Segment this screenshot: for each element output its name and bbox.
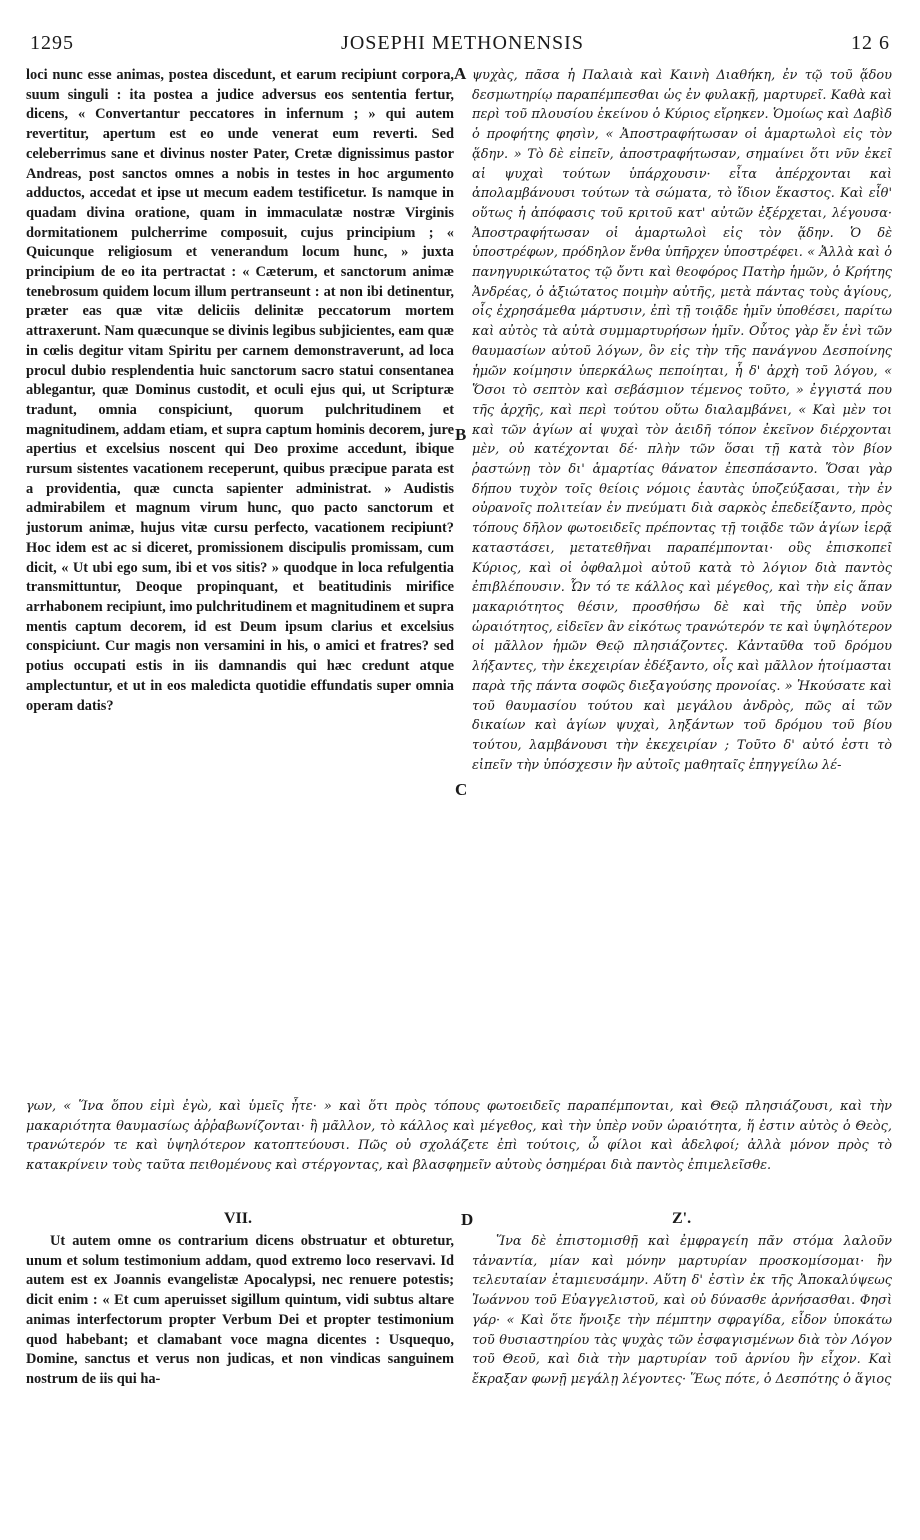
margin-letter-c: C bbox=[455, 780, 468, 799]
column-number: 12 6 bbox=[851, 32, 890, 54]
latin-column-top bbox=[26, 66, 454, 1096]
section-heading-latin: VII. bbox=[224, 1210, 253, 1227]
latin-column-bottom bbox=[26, 1232, 454, 1522]
greek-full-width-block bbox=[26, 1097, 892, 1205]
margin-letter-d: D bbox=[461, 1210, 474, 1229]
margin-letter-a: A bbox=[454, 64, 467, 83]
latin-paragraph: loci nunc esse animas, postea discedunt, et earum recipiunt corpora, suum singuli : ita postea a judice adversus eos sententia fertur, dicens, « Convertantur peccatores in infernum ; » qui autem revertitur, apertum est eo unde venerat eum reverti. Sed celeberrimus sane et divinus noster Pater, Cretæ dignissimus pastor Andreas, post sanctos omnes a nobis in testes in hoc argumento adductos, accedat et ipse ut mecum eadem testificetur. Is namque in quadam divina oratione, quam in immaculatæ nostræ Virginis dormitationem pulcherrime composuit, cujus principium ; « Quicunque religiosum et venerandum locum hunc, » juxta principium de eo ita pertractat : « Cæterum, et sanctorum animæ tenebrosum quidem locum illum pertranseunt : at non ibi detinentur, præter eas quæ vitæ deliciis delinitæ peccatorum mortem attraxerunt. Nam quæcunque se divinis legibus subjicientes, eam quæ in cœlis degitur vitam Spiritu per carnem demonstraverunt, ad loca procul dubio resplendentia huic sanctorum sacro statui consentanea ablegantur, quæ Dominus custodit, et oculi ejus qui, ut Scripturæ tradunt, omnia conspiciunt, quorum pulchritudinem et magnitudinem, addam etiam, et supra captum hominis decorem, jure apertius et excelsius noscent qui Deo proxime accedunt, ibique rursum sistentes vacationem receperunt, quibus præcipue parata est a providentia, quæ cuncta sapienter administrat. » Audistis admirabilem et magnum virum hunc, quo pacto sanctorum et justorum animæ, hujus vitæ cursu perfecto, vacationem recipiunt? Hoc idem est ac si diceret, promissionem discipulis promissam, cum dicit, « Ut ubi ego sum, ibi et vos sitis? » quodque in loca refulgentia transmittuntur, Deoque propinquant, et beatitudinis mirifice arrhabonem recipiunt, imo pulchritudinem et magnitudinem et supra mentis captum decorem, id est Deum ipsum clarius et excelsius conspiciunt. Cur magis non versamini in his, o amici et fratres? sed potius occupati estis in iis damnandis qui hæc credunt atque amplectuntur, et ut in eos maledicta quotidie effundatis super omnia operam datis? bbox=[26, 67, 454, 714]
greek-paragraph: ψυχὰς, πᾶσα ἡ Παλαιὰ καὶ Καινὴ Διαθήκη, ἐν τῷ τοῦ ᾅδου δεσμωτηρίῳ παραπέμπεσθαι ὡς ἐν φυλακῇ, μαρτυρεῖ. Καθὰ καὶ περὶ τοῦ πλουσίου ἐκείνου ὁ Κύριος εἴρηκεν. Ὁμοίως καὶ Δαβὶδ ὁ προφήτης φησὶν, « Ἀποστραφήτωσαν οἱ ἁμαρτωλοὶ εἰς τὸν ᾅδην. » Τὸ δὲ εἰπεῖν, ἀποστραφήτωσαν, σημαίνει ὅτι νῦν ἐκεῖ αἱ ψυχαὶ τούτων ὑπάρχουσιν· εἶτα ἀπέρχονται καὶ ἀπολαμβάνουσι τούτων τὰ σώματα, τὸ ἴδιον ἕκαστος. Καὶ εἶθ' οὕτως ἡ ἀπόφασις τοῦ κριτοῦ κατ' αὐτῶν ἐξέρχεται, λέγουσα· Ἀποστραφήτωσαν οἱ ἁμαρτωλοὶ εἰς τὸν ᾅδην. Ὁ δὲ ὑποστρέφων, πρόδηλον ἔνθα ὑπῆρχεν ὑποστρέφει. « Ἀλλὰ καὶ ὁ πανηγυρικώτατος τῷ ὄντι καὶ θεοφόρος Πατὴρ ἡμῶν, ὁ Κρήτης Ἀνδρέας, ὁ ἀξιώτατος ποιμὴν αὐτῆς, μετὰ πάντας τοὺς ἁγίους, οἷς ἐχρησάμεθα μάρτυσιν, ἐπὶ τῇ τοιᾷδε ἡμῖν ὑποθέσει, παρίτω καὶ αὐτὸς τὰ αὐτὰ συμμαρτυρήσων ἡμῖν. Οὗτος γὰρ ἔν ἑνὶ τῶν θαυμασίων αὐτοῦ λόγων, ὃν εἰς τὴν τῆς πανάγνου Δεσποίνης ἡμῶν κοίμησιν ὑπερκάλως πεποίηται, ἧ δ' ἀρχὴ τοῦ λόγου, « Ὅσοι τὸ σεπτὸν καὶ σεβάσμιον τέμενος τοῦτο, » ἐγγιστά που τῆς ἀρχῆς, καὶ περὶ τούτου οὕτω διαλαμβάνει, « Καὶ μὲν τοι καὶ τῶν ἁγίων αἱ ψυχαὶ τὸν ἀειδῆ τόπον ἐκεῖνον διέρχονται μὲν, οὐ κατέχονται δέ· πλὴν τῶν ὅσαι τῇ κατὰ τὸν βίον ῥαστώνῃ τὸν δι' ἁμαρτίας θάνατον ἐπεσπάσαντο. Ὅσαι γὰρ δήπου τυχὸν τοῖς θείοις νόμοις ἑαυτὰς ὑποζεύξασαι, τὴν ἐν οὐρανοῖς πολιτείαν ἐν πνεύματι διὰ σαρκὸς ἐπεδείξαντο, πρὸς τόπους δῆλον φωτοειδεῖς πρέποντας τῇ τοιᾷδε τῶν ἁγίων ἱερᾷ καταστάσει, μετατεθῆναι παραπέμπονται· οὓς ἐπισκοπεῖ Κύριος, καὶ οἱ ὀφθαλμοὶ αὐτοῦ κατὰ τὸ λόγιον διὰ παντὸς ἐπιβλέπουσιν. Ὧν τό τε κάλλος καὶ μέγεθος, καὶ τὴν εἰς ἅπαν μακαριότητος θέσιν, προσθήσω δὲ καὶ τῆς ὑπὲρ νοῦν ὡραιότητος, εἰδεῖεν ἂν εἰκότως τρανώτερόν τε καὶ ὑψηλότερον οἱ μᾶλλον ἡμῶν Θεῷ πλησιάζοντες. Κἀνταῦθα τοῦ δρόμου λήξαντες, τὴν ἐκεχειρίαν ἐδέξαντο, οἷς καὶ μᾶλλον ἡτοίμασται παρὰ τῆς πάντα σοφῶς διεξαγούσης προνοίας. » Ἠκούσατε καὶ τοῦ θαυμασίου τούτου καὶ μεγάλου ἀνδρὸς, πῶς αἱ τῶν δικαίων καὶ ἁγίων ψυχαὶ, ληξάντων τοῦ δρόμου τοῦ βίου τούτου, λαμβάνουσι τὴν ἐκεχειρίαν ; Τοῦτο δ' αὐτό ἐστι τὸ εἰπεῖν τὴν ὑπόσχεσιν ἣν αὐτοῖς μαθηταῖς ἐπηγγείλω λέ- bbox=[472, 68, 892, 773]
margin-letter-b: B bbox=[455, 425, 467, 444]
page-number: 1295 bbox=[30, 32, 74, 54]
greek-column-bottom bbox=[472, 1232, 892, 1522]
greek-column-top bbox=[472, 66, 892, 1096]
section-heading-greek: Z'. bbox=[672, 1210, 692, 1227]
latin-section-paragraph: Ut autem omne os contrarium dicens obstruatur et obturetur, unum et solum testimonium addam, quod extremo loco reservavi. Id autem est ex Joannis evangelistæ Apocalypsi, nec renuere potestis; dicit enim : « Et cum aperuisset sigillum quintum, vidi subtus altare animas interfectorum propter Verbum Dei et propter testimonium quod habebant; et clamabant voce magna dicentes : Usquequo, Domine, sanctus et verus non judicas, et non vindicas sanguinem nostrum de iis qui ha- bbox=[26, 1233, 454, 1387]
greek-paragraph-continued: γων, « Ἵνα ὅπου εἰμὶ ἐγὼ, καὶ ὑμεῖς ἦτε· » καὶ ὅτι πρὸς τόπους φωτοειδεῖς παραπέμπονται, καὶ Θεῷ πλησιάζουσι, καὶ τὴν μακαριότητα θαυμασίως ἀῤῥαβωνίζονται· ἢ μᾶλλον, τὸ κάλλος καὶ μέγεθος, καὶ τὴν ὑπὲρ νοῦν ὡραιότητα, ἥ ἐστιν αὐτὸς ὁ Θεὸς, τρανώτερόν τε καὶ ὑψηλότερον κατοπτεύουσι. Πῶς οὐ σχολάζετε ἐπὶ τούτοις, ὦ φίλοι καὶ ἀδελφοί; ἀλλὰ μόνον πρὸς τὸ κατακρίνειν τοὺς ταῦτα πειθομένους καὶ στέργοντας, καὶ βλασφημεῖν αὐτοὺς ὁσημέραι διὰ παντὸς ἐπιμελεῖσθε. bbox=[26, 1099, 892, 1174]
greek-section-paragraph: Ἵνα δὲ ἐπιστομισθῇ καὶ ἐμφραγείη πᾶν στόμα λαλοῦν τἀναντία, μίαν καὶ μόνην μαρτυρίαν προσκομίσομαι· ἣν τελευταίαν ἐταμιευσάμην. Αὕτη δ' ἐστὶν ἐκ τῆς Ἀποκαλύψεως Ἰωάννου τοῦ Εὐαγγελιστοῦ, καὶ οὐ δύνασθε ἀρνήσασθαι. Φησὶ γάρ· « Καὶ ὅτε ἤνοιξε τὴν πέμπτην σφραγίδα, εἶδον ὑποκάτω τοῦ θυσιαστηρίου τὰς ψυχὰς τῶν ἐσφαγισμένων διὰ τὸν Λόγον τοῦ Θεοῦ, καὶ διὰ τὴν μαρτυρίαν τοῦ ἀρνίου ἣν εἶχον. Καὶ ἔκραξαν φωνῇ μεγάλῃ λέγοντες· Ἕως πότε, ὁ Δεσπότης ὁ ἅγιος bbox=[472, 1234, 892, 1387]
running-title: JOSEPHI METHONENSIS bbox=[341, 32, 584, 54]
page-header bbox=[30, 32, 890, 62]
